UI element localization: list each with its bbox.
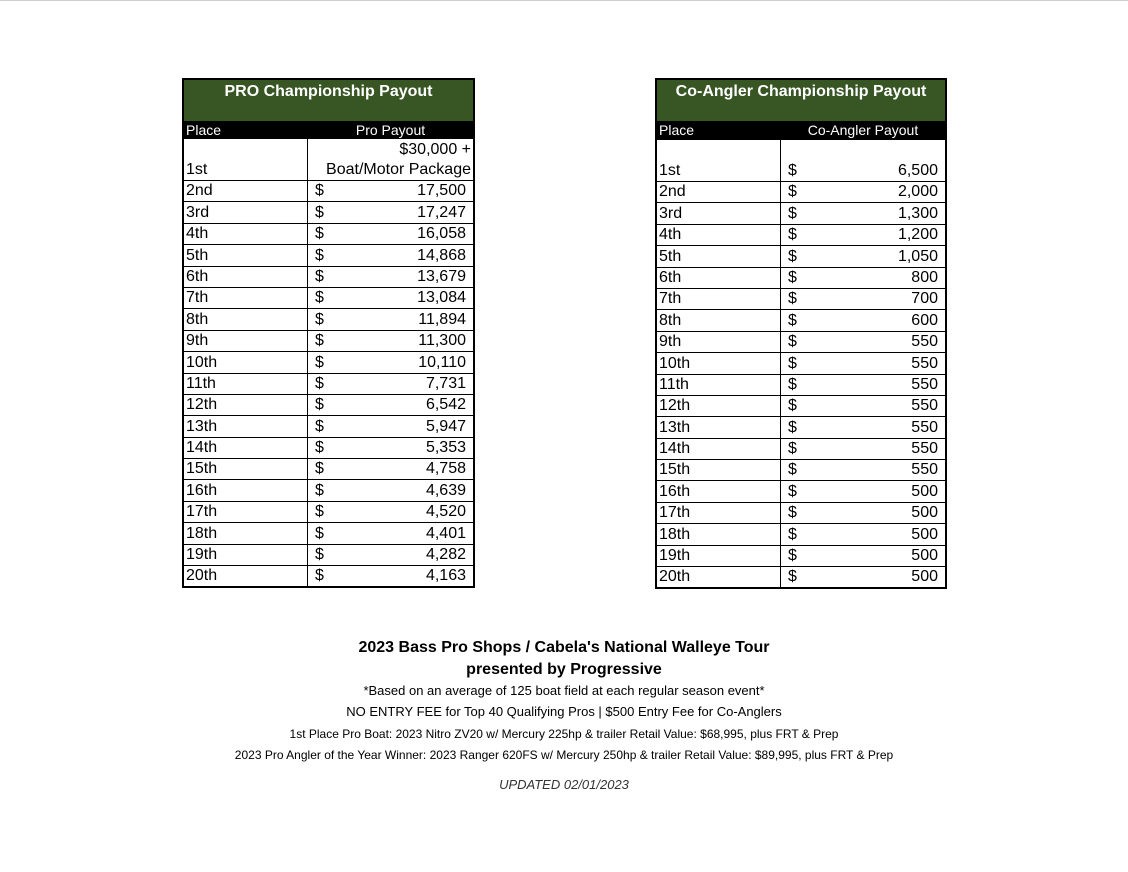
- payout-amount: 800: [911, 268, 938, 286]
- co-amount-cell: [781, 396, 945, 416]
- payout-amount: 550: [911, 461, 938, 479]
- table-row: [184, 266, 473, 287]
- pro-place-cell: 5th: [184, 245, 308, 265]
- currency-symbol: $: [315, 289, 324, 307]
- co-place-cell: 16th: [657, 481, 781, 501]
- payout-amount: 500: [911, 568, 938, 586]
- co-amount-cell: [781, 439, 945, 459]
- payout-amount: 500: [911, 525, 938, 543]
- payout-amount: 550: [911, 440, 938, 458]
- entry-fee-note: NO ENTRY FEE for Top 40 Qualifying Pros | $500 Entry Fee for Co-Anglers: [346, 704, 782, 719]
- payout-amount: 2,000: [897, 183, 938, 201]
- table-row: [657, 288, 945, 309]
- payout-amount: 7,731: [425, 374, 466, 392]
- payout-amount: 13,679: [417, 267, 466, 285]
- co-amount-cell: [781, 353, 945, 373]
- table-row: [657, 438, 945, 459]
- payout-amount: 1,300: [897, 204, 938, 222]
- currency-symbol: $: [315, 332, 324, 350]
- pro-amount-cell: [308, 545, 473, 565]
- currency-symbol: $: [788, 290, 797, 308]
- currency-symbol: $: [315, 396, 324, 414]
- updated-date: UPDATED 02/01/2023: [499, 777, 629, 792]
- co-amount-cell: [781, 417, 945, 437]
- payout-amount: 14,868: [417, 246, 466, 264]
- currency-symbol: $: [315, 481, 324, 499]
- pro-place-cell: 7th: [184, 288, 308, 308]
- pro-place-cell: 8th: [184, 309, 308, 329]
- co-place-cell: 13th: [657, 417, 781, 437]
- pro-col-payout: Pro Payout: [355, 122, 426, 138]
- pro-place-cell: 6th: [184, 267, 308, 287]
- pro-amount-cell: [308, 267, 473, 287]
- currency-symbol: $: [315, 203, 324, 221]
- co-place-cell: 12th: [657, 396, 781, 416]
- co-amount-cell: [781, 524, 945, 544]
- pro-place-cell: 4th: [184, 224, 308, 244]
- payout-amount: 5,947: [425, 417, 466, 435]
- co-amount-cell: [781, 481, 945, 501]
- pro-amount-cell: [308, 288, 473, 308]
- table-row: [184, 522, 473, 543]
- pro-amount-cell: [308, 502, 473, 522]
- co-place-cell: 8th: [657, 310, 781, 330]
- currency-symbol: $: [315, 182, 324, 200]
- tour-title: [0, 637, 1128, 681]
- co-place-cell: 9th: [657, 332, 781, 352]
- currency-symbol: $: [315, 567, 324, 585]
- co-amount-cell: [781, 503, 945, 523]
- currency-symbol: $: [788, 461, 797, 479]
- table-row: [657, 459, 945, 480]
- currency-symbol: $: [315, 503, 324, 521]
- currency-symbol: $: [788, 418, 797, 436]
- co-amount-cell: [781, 332, 945, 352]
- table-row: [184, 394, 473, 415]
- pro-table-title: PRO Championship Payout: [184, 80, 473, 121]
- payout-amount: 10,110: [418, 353, 466, 371]
- table-row: [184, 351, 473, 372]
- pro-amount-cell: [308, 438, 473, 458]
- table-row: [657, 416, 945, 437]
- table-row: [657, 395, 945, 416]
- payout-amount: 11,894: [418, 310, 466, 328]
- pro-place-cell: 20th: [184, 566, 308, 586]
- top-divider: [0, 0, 1128, 1]
- table-row: [184, 501, 473, 522]
- pro-place-cell: 3rd: [184, 202, 308, 222]
- table-row: [184, 244, 473, 265]
- payout-amount: 6,542: [425, 396, 466, 414]
- currency-symbol: $: [788, 504, 797, 522]
- payout-amount: 500: [911, 504, 938, 522]
- table-row: [184, 223, 473, 244]
- currency-symbol: $: [788, 525, 797, 543]
- payout-amount: 17,500: [417, 182, 466, 200]
- payout-amount: 6,500: [897, 162, 938, 179]
- table-row: [657, 374, 945, 395]
- currency-symbol: $: [788, 226, 797, 244]
- payout-amount: 4,520: [425, 503, 466, 521]
- payout-amount: 550: [911, 354, 938, 372]
- table-row: [657, 545, 945, 566]
- table-row: [657, 245, 945, 266]
- table-row: [657, 502, 945, 523]
- pro-amount-cell: [308, 331, 473, 351]
- payout-amount: 13,084: [417, 289, 466, 307]
- payout-amount: 1,200: [897, 226, 938, 244]
- payout-amount: 1,050: [897, 247, 938, 265]
- currency-symbol: $: [315, 439, 324, 457]
- co-amount-cell: [781, 546, 945, 566]
- table-row: [184, 373, 473, 394]
- co-amount-cell: [781, 567, 945, 587]
- table-row: [184, 201, 473, 222]
- co-place-cell: 19th: [657, 546, 781, 566]
- currency-symbol: $: [788, 440, 797, 458]
- currency-symbol: $: [788, 568, 797, 586]
- table-row: [657, 352, 945, 373]
- pro-amount-cell: [308, 566, 473, 586]
- pro-col-place: Place: [186, 122, 222, 138]
- table-row: [657, 566, 945, 587]
- co-amount-cell: [781, 289, 945, 309]
- currency-symbol: $: [788, 247, 797, 265]
- payout-amount: 600: [911, 311, 938, 329]
- co-amount-cell: [781, 375, 945, 395]
- tour-title-line2: presented by Progressive: [466, 661, 662, 678]
- payout-amount: 500: [911, 547, 938, 565]
- payout-amount: 550: [911, 375, 938, 393]
- currency-symbol: $: [315, 460, 324, 478]
- pro-amount-cell: [308, 523, 473, 543]
- field-size-note: *Based on an average of 125 boat field at each regular season event*: [363, 683, 765, 698]
- table-row: [184, 544, 473, 565]
- payout-amount: 500: [911, 482, 938, 500]
- co-place-cell: 2nd: [657, 182, 781, 202]
- co-amount-cell: [781, 246, 945, 266]
- currency-symbol: $: [315, 267, 324, 285]
- pro-place-cell: 13th: [184, 416, 308, 436]
- table-row: [657, 267, 945, 288]
- table-row: [184, 308, 473, 329]
- pro-amount-cell: [308, 181, 473, 201]
- currency-symbol: $: [788, 204, 797, 222]
- currency-symbol: $: [788, 162, 797, 179]
- pro-place-cell: 17th: [184, 502, 308, 522]
- co-amount-cell: [781, 203, 945, 223]
- currency-symbol: $: [788, 333, 797, 351]
- pro-place-cell: 16th: [184, 480, 308, 500]
- table-row: [184, 415, 473, 436]
- co-place-cell: 14th: [657, 439, 781, 459]
- pro-place-cell: 12th: [184, 395, 308, 415]
- payout-amount: 4,639: [425, 481, 466, 499]
- payout-amount: 16,058: [417, 225, 466, 243]
- table-row: [657, 181, 945, 202]
- currency-symbol: $: [315, 225, 324, 243]
- currency-symbol: $: [315, 374, 324, 392]
- pro-amount-cell: [308, 224, 473, 244]
- table-row: [657, 331, 945, 352]
- currency-symbol: $: [315, 246, 324, 264]
- co-col-place: Place: [659, 122, 695, 138]
- pro-amount-cell: [308, 459, 473, 479]
- pro-amount-cell: [308, 352, 473, 372]
- payout-amount: 4,282: [425, 546, 466, 564]
- currency-symbol: $: [315, 417, 324, 435]
- aoy-boat-note: 2023 Pro Angler of the Year Winner: 2023 Ranger 620FS w/ Mercury 250hp & trailer Retail Value: $89,995, plus FRT & Prep: [234, 748, 894, 762]
- pro-place-cell: 14th: [184, 438, 308, 458]
- table-row: [184, 479, 473, 500]
- pro-place-cell: 19th: [184, 545, 308, 565]
- payout-amount: 550: [911, 418, 938, 436]
- table-row: [184, 180, 473, 201]
- payout-amount: 4,401: [425, 524, 466, 542]
- co-place-cell: 10th: [657, 353, 781, 373]
- pro-amount-cell: [308, 374, 473, 394]
- payout-amount: 550: [911, 397, 938, 415]
- co-amount-cell: [781, 310, 945, 330]
- co-amount-cell: [781, 182, 945, 202]
- currency-symbol: $: [788, 547, 797, 565]
- co-place-cell: 3rd: [657, 203, 781, 223]
- table-row: [184, 565, 473, 586]
- co-table-header: [657, 121, 945, 139]
- table-row: [657, 139, 945, 181]
- currency-symbol: $: [788, 375, 797, 393]
- co-place-cell: 6th: [657, 268, 781, 288]
- co-table-title: Co-Angler Championship Payout: [657, 80, 945, 121]
- payout-amount: 17,247: [417, 203, 466, 221]
- pro-place-cell: 10th: [184, 352, 308, 372]
- currency-symbol: $: [788, 311, 797, 329]
- tour-title-line1: 2023 Bass Pro Shops / Cabela's National Walleye Tour: [358, 639, 770, 656]
- pro-amount-cell: [308, 245, 473, 265]
- co-amount-cell: [781, 268, 945, 288]
- table-row: [184, 437, 473, 458]
- co-amount-cell: [781, 225, 945, 245]
- table-row: [657, 309, 945, 330]
- pro-place-cell: 2nd: [184, 181, 308, 201]
- pro-place-cell: 1st: [184, 139, 308, 180]
- pro-row-first: [184, 139, 473, 180]
- co-place-cell: 18th: [657, 524, 781, 544]
- pro-first-prize-cash: $30,000 +: [399, 141, 471, 158]
- payout-amount: 5,353: [425, 439, 466, 457]
- currency-symbol: $: [315, 524, 324, 542]
- table-row: [657, 202, 945, 223]
- pro-amount-cell: [308, 202, 473, 222]
- co-col-payout: Co-Angler Payout: [807, 122, 919, 138]
- currency-symbol: $: [788, 354, 797, 372]
- pro-amount-cell: [308, 395, 473, 415]
- table-row: [184, 330, 473, 351]
- co-place-cell: 1st: [657, 140, 781, 181]
- pro-place-cell: 18th: [184, 523, 308, 543]
- first-place-boat-note: 1st Place Pro Boat: 2023 Nitro ZV20 w/ Mercury 225hp & trailer Retail Value: $68,995, plus FRT & Prep: [289, 727, 839, 741]
- pro-place-cell: 9th: [184, 331, 308, 351]
- currency-symbol: $: [315, 310, 324, 328]
- currency-symbol: $: [315, 353, 324, 371]
- payout-amount: 11,300: [418, 332, 466, 350]
- pro-payout-table: [182, 78, 475, 588]
- pro-amount-cell: [308, 309, 473, 329]
- co-angler-payout-table: [655, 78, 947, 589]
- co-place-cell: 20th: [657, 567, 781, 587]
- co-place-cell: 7th: [657, 289, 781, 309]
- pro-amount-cell: [308, 480, 473, 500]
- pro-amount-cell: [308, 416, 473, 436]
- pro-first-prize-package: Boat/Motor Package: [326, 161, 471, 178]
- co-place-cell: 4th: [657, 225, 781, 245]
- table-row: [657, 224, 945, 245]
- co-amount-cell: [781, 140, 945, 181]
- table-row: [184, 287, 473, 308]
- payout-amount: 700: [911, 290, 938, 308]
- pro-place-cell: 11th: [184, 374, 308, 394]
- currency-symbol: $: [315, 546, 324, 564]
- payout-amount: 4,163: [425, 567, 466, 585]
- currency-symbol: $: [788, 397, 797, 415]
- co-place-cell: 11th: [657, 375, 781, 395]
- table-row: [657, 480, 945, 501]
- co-amount-cell: [781, 460, 945, 480]
- payout-amount: 550: [911, 333, 938, 351]
- pro-first-prize-cell: [308, 139, 473, 180]
- currency-symbol: $: [788, 482, 797, 500]
- pro-table-header: [184, 121, 473, 139]
- currency-symbol: $: [788, 268, 797, 286]
- table-row: [657, 523, 945, 544]
- table-row: [184, 458, 473, 479]
- co-place-cell: 15th: [657, 460, 781, 480]
- currency-symbol: $: [788, 183, 797, 201]
- payout-amount: 4,758: [425, 460, 466, 478]
- co-place-cell: 5th: [657, 246, 781, 266]
- co-place-cell: 17th: [657, 503, 781, 523]
- pro-place-cell: 15th: [184, 459, 308, 479]
